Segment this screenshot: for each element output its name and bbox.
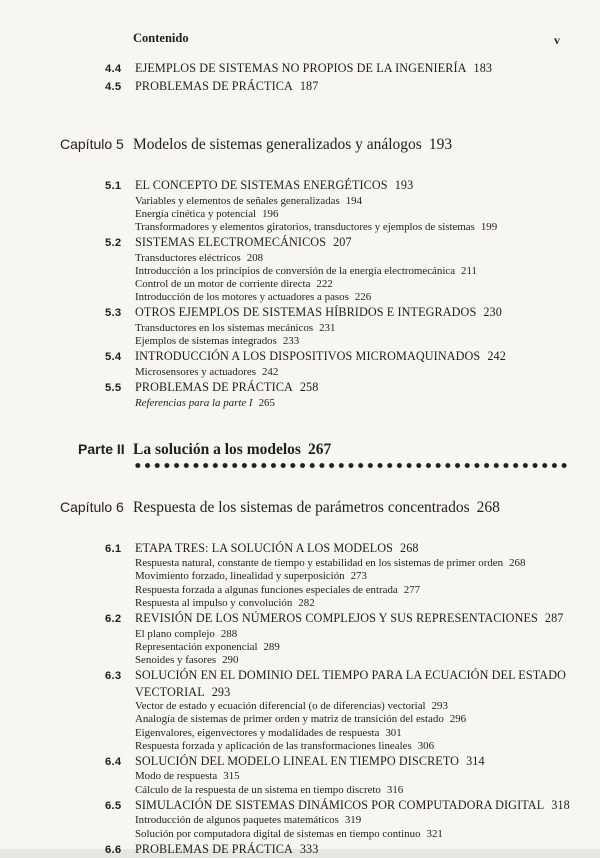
toc-entry-4-5 — [60, 78, 590, 96]
subentry-page-number: 277 — [403, 583, 421, 596]
entry-page-number: 183 — [473, 61, 493, 75]
subentry-page-number: 321 — [426, 827, 443, 840]
entry-title: SOLUCIÓN EN EL DOMINIO DEL TIEMPO PARA LA ECUACIÓN DEL ESTADO VECTORIAL 293 — [135, 668, 566, 699]
table-of-contents — [60, 60, 590, 858]
toc-subentry: Ejemplos de sistemas integrados 233 — [135, 335, 300, 348]
toc-entry-4-4 — [60, 60, 590, 78]
subentry-page-number: 301 — [385, 726, 402, 739]
toc-subentry: Vector de estado y ecuación diferencial (o de diferencias) vectorial 293 — [135, 700, 448, 713]
entry-number: 5.4 — [105, 351, 122, 364]
running-header-title: Contenido — [133, 31, 189, 45]
toc-subentry: Solución por computadora digital de sistemas en tiempo continuo 321 — [135, 827, 443, 840]
toc-entry-5-4 — [60, 348, 590, 366]
entry-page-number: 293 — [211, 684, 231, 699]
entry-number: 6.3 — [105, 670, 122, 683]
entry-title: PROBLEMAS DE PRÁCTICA 258 — [135, 380, 319, 395]
toc-entry-6-5 — [60, 797, 590, 815]
toc-subentry: Variables y elementos de señales generalizadas 194 — [135, 194, 363, 207]
entry-page-number: 333 — [299, 841, 319, 856]
toc-entry-6-6 — [60, 841, 590, 858]
toc-subentry: Transformadores y elementos giratorios, transductores y ejemplos de sistemas 199 — [135, 220, 498, 233]
entry-title: ETAPA TRES: LA SOLUCIÓN A LOS MODELOS 268 — [135, 540, 419, 555]
subentry-page-number: 222 — [316, 278, 333, 291]
subentry-page-number: 293 — [431, 700, 448, 713]
entry-number: 5.2 — [105, 237, 122, 250]
subentry-page-number: 316 — [386, 783, 404, 796]
entry-page-number: 242 — [487, 349, 506, 364]
toc-subentry: Cálculo de la respuesta de un sistema en tiempo discreto 316 — [135, 783, 404, 796]
entry-title: EL CONCEPTO DE SISTEMAS ENERGÉTICOS 193 — [135, 178, 414, 192]
toc-subentry: Introducción a los principios de conversión de la energía electromecánica 211 — [135, 264, 477, 277]
entry-title: PROBLEMAS DE PRÁCTICA 187 — [135, 78, 319, 93]
entry-page-number: 187 — [299, 78, 319, 93]
subentry-page-number: 265 — [258, 396, 275, 409]
toc-entry-5-5 — [60, 379, 590, 397]
entry-title: INTRODUCCIÓN A LOS DISPOSITIVOS MICROMAQUINADOS 242 — [135, 349, 506, 364]
entry-page-number: 314 — [466, 753, 485, 768]
subentry-page-number: 233 — [282, 335, 300, 348]
toc-entry-6-4 — [60, 753, 590, 771]
subentry-page-number: 289 — [263, 640, 280, 653]
subentry-page-number: 282 — [298, 596, 315, 609]
toc-subentry: Respuesta natural, constante de tiempo y estabilidad en los sistemas de primer orden 268 — [135, 557, 526, 570]
toc-subentry: Introducción de los motores y actuadores a pasos 226 — [135, 291, 372, 304]
entry-title: SISTEMAS ELECTROMECÁNICOS 207 — [135, 235, 352, 250]
toc-subentry: Senoides y fasores 290 — [135, 653, 239, 666]
entry-title: PROBLEMAS DE PRÁCTICA 333 — [135, 841, 319, 856]
subentry-page-number: 231 — [319, 321, 336, 334]
chapter-page-number: 268 — [476, 498, 500, 516]
toc-subentry-references: Referencias para la parte I 265 — [135, 396, 275, 409]
toc-subentry: Analogía de sistemas de primer orden y matriz de transición del estado 296 — [135, 713, 467, 726]
entry-number: 6.1 — [105, 542, 122, 555]
subentry-page-number: 315 — [223, 770, 240, 783]
toc-entry-5-2 — [60, 234, 590, 252]
toc-entry-5-1 — [60, 177, 590, 195]
entry-title: SOLUCIÓN DEL MODELO LINEAL EN TIEMPO DISCRETO 314 — [135, 753, 485, 768]
toc-entry-6-2 — [60, 610, 590, 628]
chapter6-heading — [60, 496, 590, 519]
chapter-label: Capítulo 6 — [60, 498, 124, 515]
toc-subentry: Respuesta forzada a algunas funciones especiales de entrada 277 — [135, 583, 421, 596]
subentry-page-number: 290 — [222, 653, 239, 666]
subentry-page-number: 288 — [220, 627, 238, 640]
subentry-page-number: 226 — [354, 291, 372, 304]
entry-title: REVISIÓN DE LOS NÚMEROS COMPLEJOS Y SUS REPRESENTACIONES 287 — [135, 611, 564, 626]
toc-entry-5-3 — [60, 304, 590, 322]
toc-subentry: Eigenvalores, eigenvectores y modalidades de respuesta 301 — [135, 726, 402, 739]
subentry-page-number: 208 — [246, 251, 264, 264]
entry-number: 6.6 — [105, 843, 122, 856]
entry-number: 5.5 — [105, 382, 122, 395]
entry-page-number: 258 — [299, 380, 319, 395]
subentry-page-number: 319 — [344, 814, 362, 827]
entry-number: 4.4 — [105, 63, 122, 75]
subentry-page-number: 268 — [509, 557, 526, 570]
subentry-page-number: 296 — [449, 713, 467, 726]
chapter-page-number: 193 — [428, 136, 453, 153]
chapter5-sections — [60, 177, 590, 410]
chapter-title: Modelos de sistemas generalizados y análogos 193 — [133, 136, 453, 153]
toc-subentry: Respuesta forzada y aplicación de las transformaciones lineales 306 — [135, 739, 435, 752]
part-page-number: 267 — [307, 440, 332, 458]
toc-subentry: Representación exponencial 289 — [135, 640, 280, 653]
toc-subentry: Movimiento forzado, linealidad y superposición 273 — [135, 570, 367, 583]
entry-page-number: 268 — [400, 540, 419, 555]
dotted-divider — [133, 461, 569, 470]
entry-title: SIMULACIÓN DE SISTEMAS DINÁMICOS POR COMPUTADORA DIGITAL 318 — [135, 797, 570, 812]
subentry-page-number: 211 — [461, 264, 477, 277]
entry-title: OTROS EJEMPLOS DE SISTEMAS HÍBRIDOS E INTEGRADOS 230 — [135, 305, 502, 320]
entry-number: 5.3 — [105, 307, 122, 320]
toc-subentry: Microsensores y actuadores 242 — [135, 365, 279, 378]
entry-title: EJEMPLOS DE SISTEMAS NO PROPIOS DE LA INGENIERÍA 183 — [135, 61, 493, 75]
subentry-page-number: 199 — [480, 220, 498, 233]
toc-entry-6-3 — [60, 667, 590, 700]
part-title: La solución a los modelos 267 — [133, 440, 332, 458]
entry-number: 6.4 — [105, 755, 122, 768]
entry-page-number: 207 — [333, 235, 352, 250]
toc-subentry: El plano complejo 288 — [135, 627, 238, 640]
toc-entry-6-1 — [60, 540, 590, 558]
entry-number: 5.1 — [105, 180, 122, 192]
subentry-page-number: 306 — [417, 739, 435, 752]
toc-subentry: Energía cinética y potencial 196 — [135, 207, 279, 220]
chapter-label: Capítulo 5 — [60, 136, 124, 152]
chapter4-sections — [60, 60, 590, 95]
entry-number: 6.2 — [105, 613, 122, 626]
subentry-page-number: 194 — [345, 194, 363, 207]
subentry-page-number: 242 — [261, 365, 279, 378]
chapter6-sections — [60, 540, 590, 858]
entry-page-number: 193 — [394, 178, 414, 192]
chapter5-heading — [60, 133, 590, 156]
entry-page-number: 230 — [483, 305, 502, 320]
entry-number: 6.5 — [105, 799, 122, 812]
part-label: Parte II — [78, 440, 125, 457]
running-header-page-number: v — [554, 33, 560, 47]
toc-subentry: Control de un motor de corriente directa 222 — [135, 278, 333, 291]
subentry-page-number: 196 — [262, 207, 279, 220]
part2-heading — [60, 440, 590, 470]
subentry-page-number: 273 — [350, 570, 367, 583]
toc-subentry: Modo de respuesta 315 — [135, 770, 240, 783]
entry-page-number: 318 — [551, 797, 570, 812]
toc-subentry: Transductores en los sistemas mecánicos 231 — [135, 321, 336, 334]
toc-subentry: Respuesta al impulso y convolución 282 — [135, 596, 315, 609]
chapter-title: Respuesta de los sistemas de parámetros concentrados 268 — [133, 498, 500, 516]
entry-page-number: 287 — [544, 611, 564, 626]
toc-subentry: Introducción de algunos paquetes matemáticos 319 — [135, 814, 362, 827]
entry-number: 4.5 — [105, 80, 122, 93]
toc-subentry: Transductores eléctricos 208 — [135, 251, 264, 264]
